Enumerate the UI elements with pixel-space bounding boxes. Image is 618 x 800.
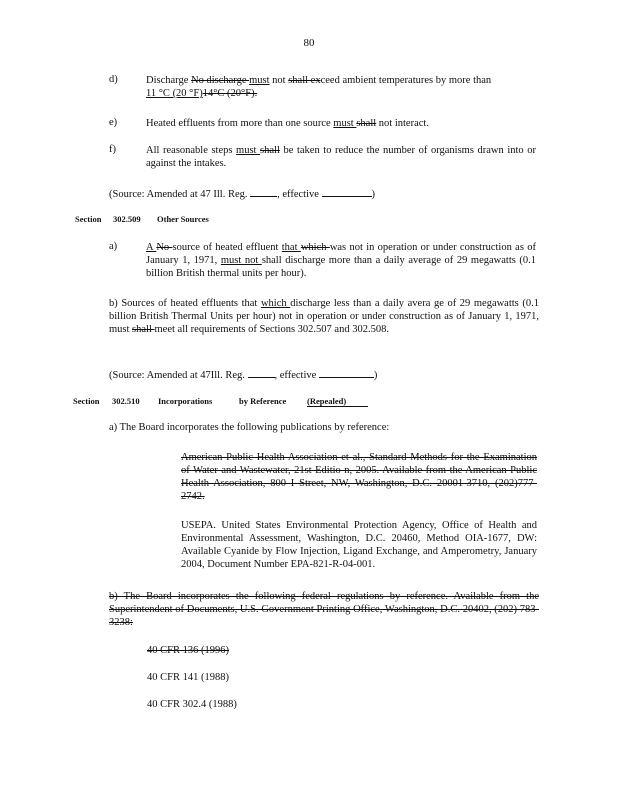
item-510a-text: a) The Board incorporates the following publications by reference:	[109, 422, 390, 433]
item-f-label: f)	[109, 144, 116, 155]
cfr-item: 40 CFR 141 (1988)	[147, 672, 229, 683]
item-509a-text: A No source of heated effluent that which was not in operation or under construction as of January 1, 1971, must not shall discharge more than a daily average of 29 megawatts (0.1 billion British thermal units per hour).	[146, 242, 537, 279]
usepa-reference: USEPA. United States Environmental Protection Agency, Office of Health and Environmental Assessment, Washington, D.C. 20460, Method OIA-1677, DW: Available Cyanide by Flow Injection, Ligand Exchange, and Amperometry, January 2004, Document Number EPA-821-R-04-001.	[181, 520, 537, 570]
cfr-item: 40 CFR 136 (1996)	[147, 645, 229, 656]
item-e-label: e)	[109, 117, 118, 128]
item-e-text: Heated effluents from more than one source must shall not interact.	[146, 118, 429, 129]
item-510b-text: b) The Board incorporates the following federal regulations by reference. Available from the Superintendent of Documents, U.S. Government Printing Office, Washington, D.C. 20402, (202) 783-3238:	[109, 591, 539, 628]
section-302-510-heading: Section 302.510 Incorporations by Reference (Repealed)	[0, 396, 618, 408]
item-d-label: d)	[109, 74, 118, 85]
section-302-509-heading: Section 302.509 Other Sources	[75, 214, 209, 224]
item-509b-text: b) Sources of heated effluents that which discharge less than a daily avera ge of 29 megawatts (0.1 billion British Thermal Units per hour) not in operation or under construction as of January 1, 1971, must shall meet all requirements of Sections 302.507 and 302.508.	[109, 298, 539, 335]
page-number: 80	[303, 37, 315, 49]
source-note-1: (Source: Amended at 47 Ill. Reg. , effective )	[109, 186, 375, 200]
item-d-text: Discharge No discharge must not shall exceed ambient temperatures by more than 11 °C (20 °F)14°C (20°F).	[146, 75, 492, 99]
source-note-2: (Source: Amended at 47Ill. Reg. , effective )	[109, 367, 377, 381]
cfr-item: 40 CFR 302.4 (1988)	[147, 699, 237, 710]
apha-reference: American Public Health Association et al., Standard Methods for the Examination of Water and Wastewater, 21st Editio n, 2005. Available from the American Public Health Association, 800 I Street, NW, Washington, D.C. 20001-3710, (202)777-2742.	[181, 452, 537, 502]
item-f-text: All reasonable steps must shall be taken to reduce the number of organisms drawn into or against the intakes.	[146, 145, 536, 169]
item-509a-label: a)	[109, 241, 118, 252]
